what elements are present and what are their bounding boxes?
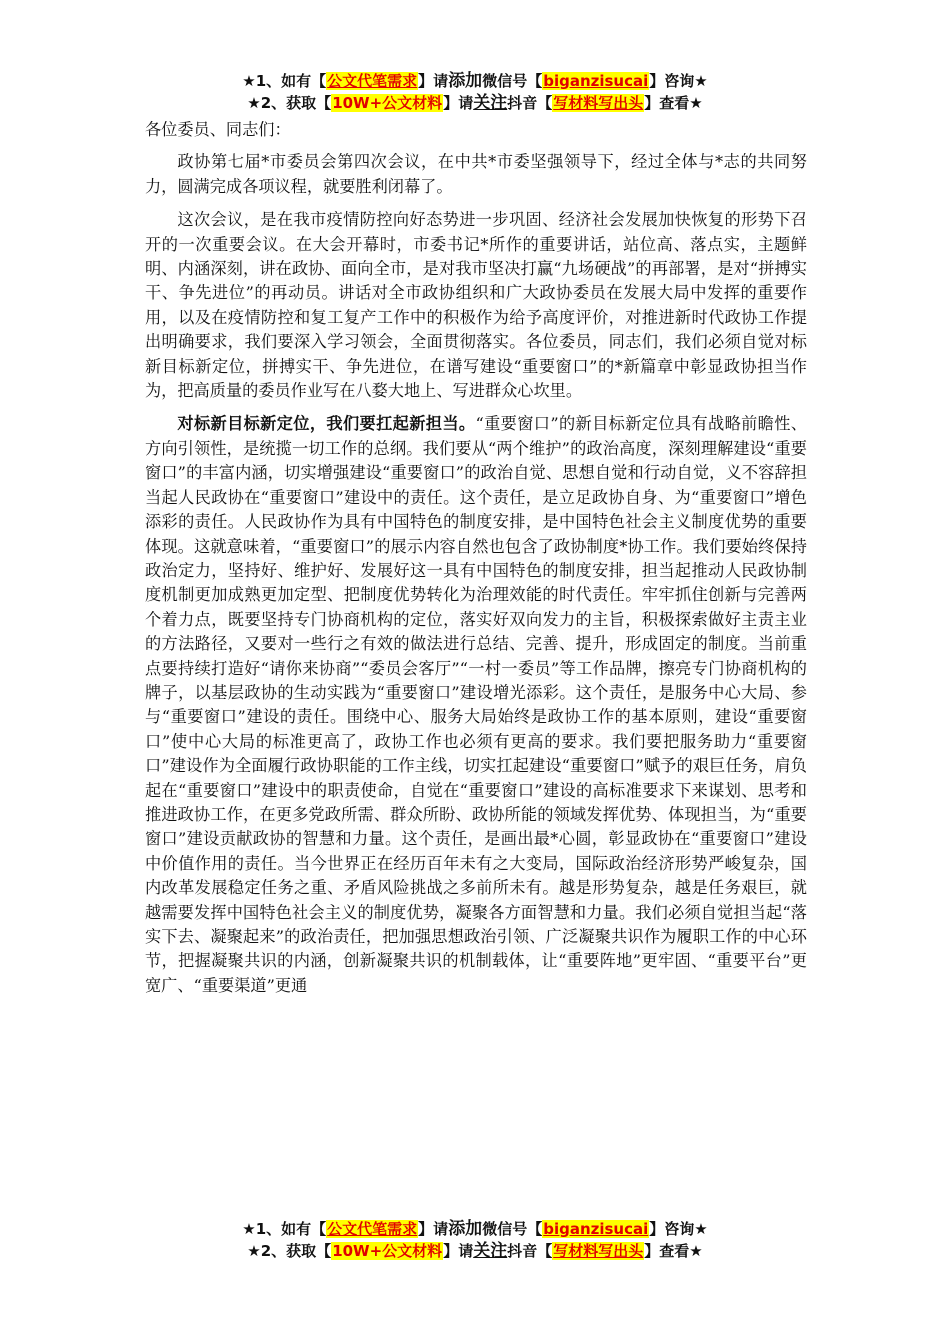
promo-emphasis: 添加	[448, 71, 483, 91]
promo-text: 抖音【	[507, 94, 553, 112]
top-promo-banner	[0, 70, 950, 114]
paragraph-opening: 政协第七届*市委员会第四次会议，在中共*市委坚强领导下，经过全体与*志的共同努力，圆满完成各项议程，就要胜利闭幕了。	[145, 152, 807, 196]
promo-text: ★1、如有【	[242, 72, 327, 90]
promo-text: 】请	[443, 1242, 474, 1260]
promo-douyin-id: 写材料写出头	[553, 1242, 644, 1260]
promo-text: 微信号【	[482, 72, 543, 90]
section-body-text: “重要窗口”的新目标新定位具有战略前瞻性、方向引领性，是统揽一切工作的总纲。我们要从“两个维护”的政治高度，深刻理解建设“重要窗口”的丰富内涵，切实增强建设“重要窗口”的政治自觉、思想自觉和行动自觉，义不容辞担当起人民政协在“重要窗口”建设中的责任。这个责任，是立足政协自身、为“重要窗口”增色添彩的责任。人民政协作为具有中国特色的制度安排，是中国特色社会主义制度优势的重要体现。这就意味着，“重要窗口”的展示内容自然也包含了政协制度*协工作。我们要始终保持政治定力，坚持好、维护好、发展好这一具有中国特色的制度安排，担当起推动人民政协制度机制更加成熟更加定型、把制度优势转化为治理效能的时代责任。牢牢抓住创新与完善两个着力点，既要坚持专门协商机构的定位，落实好双向发力的主旨，积极探索做好主责主业的方法路径，又要对一些行之有效的做法进行总结、完善、提升，形成固定的制度。当前重点要持续打造好“请你来协商”“委员会客厅”“一村一委员”等工作品牌，擦亮专门协商机构的牌子，以基层政协的生动实践为“重要窗口”建设增光添彩。这个责任，是服务中心大局、参与“重要窗口”建设的责任。围绕中心、服务大局始终是政协工作的基本原则，建设“重要窗口”使中心大局的标准更高了，政协工作也必须有更高的要求。我们要把服务助力“重要窗口”建设作为全面履行政协职能的工作主线，切实扛起建设“重要窗口”赋予的艰巨任务，肩负起在“重要窗口”建设中的职责使命，自觉在“重要窗口”建设的高标准要求下来谋划、思考和推进政协工作，在更多党政所需、群众所盼、政协所能的领域发挥优势、体现担当，为“重要窗口”建设贡献政协的智慧和力量。这个责任，是画出最*心圆，彰显政协在“重要窗口”建设中价值作用的责任。当今世界正在经历百年未有之大变局，国际政治经济形势严峻复杂，国内改革发展稳定任务之重、矛盾风险挑战之多前所未有。越是形势复杂，越是任务艰巨，就越需要发挥中国特色社会主义的制度优势，凝聚各方面智慧和力量。我们必须自觉担当起“落实下去、凝聚起来”的政治责任，把加强思想政治引领、广泛凝聚共识作为履职工作的中心环节，把握凝聚共识的内涵，创新凝聚共识的机制载体，让“重要阵地”更牢固、“重要平台”更宽广、“重要渠道”更通	[145, 414, 807, 995]
promo-text: 】请	[418, 72, 449, 90]
promo-wechat-id: biganzisucai	[543, 72, 649, 90]
promo-text: ★2、获取【	[247, 94, 332, 112]
promo-highlight: 10W+公文材料	[332, 1242, 443, 1260]
promo-emphasis: 关注	[473, 93, 508, 113]
promo-text: 】查看★	[644, 94, 703, 112]
promo-text: 】请	[443, 94, 474, 112]
salutation: 各位委员、同志们：	[145, 120, 291, 139]
promo-text: 】查看★	[644, 1242, 703, 1260]
promo-line-1	[0, 70, 950, 92]
bottom-promo-banner	[0, 1218, 950, 1262]
promo-emphasis: 关注	[473, 1241, 508, 1261]
promo-line-2	[0, 92, 950, 114]
promo-text: 】请	[418, 1220, 449, 1238]
section-lead-sentence: 对标新目标新定位，我们要扛起新担当。	[177, 414, 476, 434]
promo-text: 抖音【	[507, 1242, 553, 1260]
promo-wechat-id: biganzisucai	[543, 1220, 649, 1238]
promo-text: ★1、如有【	[242, 1220, 327, 1238]
promo-text: ★2、获取【	[247, 1242, 332, 1260]
promo-highlight: 公文代笔需求	[327, 72, 418, 90]
promo-text: 】咨询★	[649, 1220, 708, 1238]
promo-highlight: 公文代笔需求	[327, 1220, 418, 1238]
paragraph-meeting-summary: 这次会议，是在我市疫情防控向好态势进一步巩固、经济社会发展加快恢复的形势下召开的一次重要会议。在大会开幕时，市委书记*所作的重要讲话，站位高、落点实，主题鲜明、内涵深刻，讲在政协、面向全市，是对我市坚决打赢“九场硬战”的再部署，是对“拼搏实干、争先进位”的再动员。讲话对全市政协组织和广大政协委员在发展大局中发挥的重要作用，以及在疫情防控和复工复产工作中的积极作为给予高度评价，对推进新时代政协工作提出明确要求，我们要深入学习领会，全面贯彻落实。各位委员，同志们，我们必须自觉对标新目标新定位，拼搏实干、争先进位，在谱写建设“重要窗口”的*新篇章中彰显政协担当作为，把高质量的委员作业写在八婺大地上、写进群众心坎里。	[145, 210, 807, 401]
document-body	[145, 118, 807, 1007]
promo-text: 微信号【	[482, 1220, 543, 1238]
promo-highlight: 10W+公文材料	[332, 94, 443, 112]
promo-line-1	[0, 1218, 950, 1240]
promo-text: 】咨询★	[649, 72, 708, 90]
promo-line-2	[0, 1240, 950, 1262]
promo-douyin-id: 写材料写出头	[553, 94, 644, 112]
paragraph-section-new-responsibility	[145, 412, 807, 998]
promo-emphasis: 添加	[448, 1219, 483, 1239]
